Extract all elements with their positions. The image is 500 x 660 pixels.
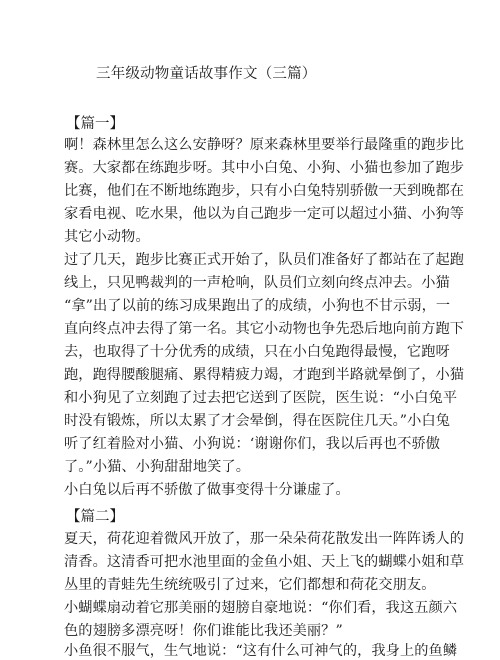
section-heading-2: 【篇二】	[66, 509, 124, 525]
section1-line: 家看电视、吃水果，他以为自己跑步一定可以超过小猫、小狗等	[64, 206, 465, 222]
section2-line: 色的翅膀多漂亮呀！你们谁能比我还美丽？”	[64, 623, 343, 639]
section1-line: 和小狗见了立刻跑了过去把它送到了医院，医生说：“小白兔平	[64, 390, 458, 406]
section1-line: 去，也取得了十分优秀的成绩，只在小白兔跑得最慢，它跑呀	[64, 344, 450, 360]
section1-line: 过了几天，跑步比赛正式开始了，队员们准备好了都站在了起跑	[64, 252, 465, 268]
section1-line: 其它小动物。	[64, 229, 150, 245]
section1-line: 线上，只见鸭裁判的一声枪响，队员们立刻向终点冲去。小猫	[64, 275, 450, 291]
section1-line: 跑，跑得腰酸腿痛、累得精疲力竭，才跑到半路就晕倒了，小猫	[64, 367, 465, 383]
section2-line: 清香。这清香可把水池里面的金鱼小姐、天上飞的蝴蝶小姐和草	[64, 554, 465, 570]
section1-line: 赛。大家都在练跑步呀。其中小白兔、小狗、小猫也参加了跑步	[64, 160, 465, 176]
section2-line: 丛里的青蛙先生统统吸引了过来，它们都想和荷花交朋友。	[64, 577, 436, 593]
section2-line: 夏天，荷花迎着微风开放了，那一朵朵荷花散发出一阵阵诱人的	[64, 531, 465, 547]
section1-line: 啊！森林里怎么这么安静呀？原来森林里要举行最隆重的跑步比	[64, 137, 465, 153]
section1-line: 直向终点冲去得了第一名。其它小动物也争先恐后地向前方跑下	[64, 321, 465, 337]
section1-line: “拿”出了以前的练习成果跑出了的成绩，小狗也不甘示弱，一	[64, 298, 451, 314]
section1-line: 了。”小猫、小狗甜甜地笑了。	[64, 459, 250, 475]
section-heading-1: 【篇一】	[66, 116, 124, 132]
section2-line: 小蝴蝶扇动着它那美丽的翅膀自豪地说：“你们看，我这五颜六	[64, 600, 458, 616]
section1-line: 小白兔以后再不骄傲了做事变得十分谦虚了。	[64, 482, 350, 498]
document-title: 三年级动物童话故事作文（三篇）	[96, 66, 317, 82]
section1-line: 听了红着脸对小猫、小狗说：‘谢谢你们，我以后再也不骄傲	[64, 436, 441, 452]
section1-line: 比赛，他们在不断地练跑步，只有小白兔特别骄傲一天到晚都在	[64, 183, 465, 199]
section2-line: 小鱼很不服气，生气地说：“这有什么可神气的，我身上的鱼鳞	[64, 643, 458, 659]
section1-line: 时没有锻炼，所以太累了才会晕倒，得在医院住几天。”小白兔	[64, 413, 451, 429]
